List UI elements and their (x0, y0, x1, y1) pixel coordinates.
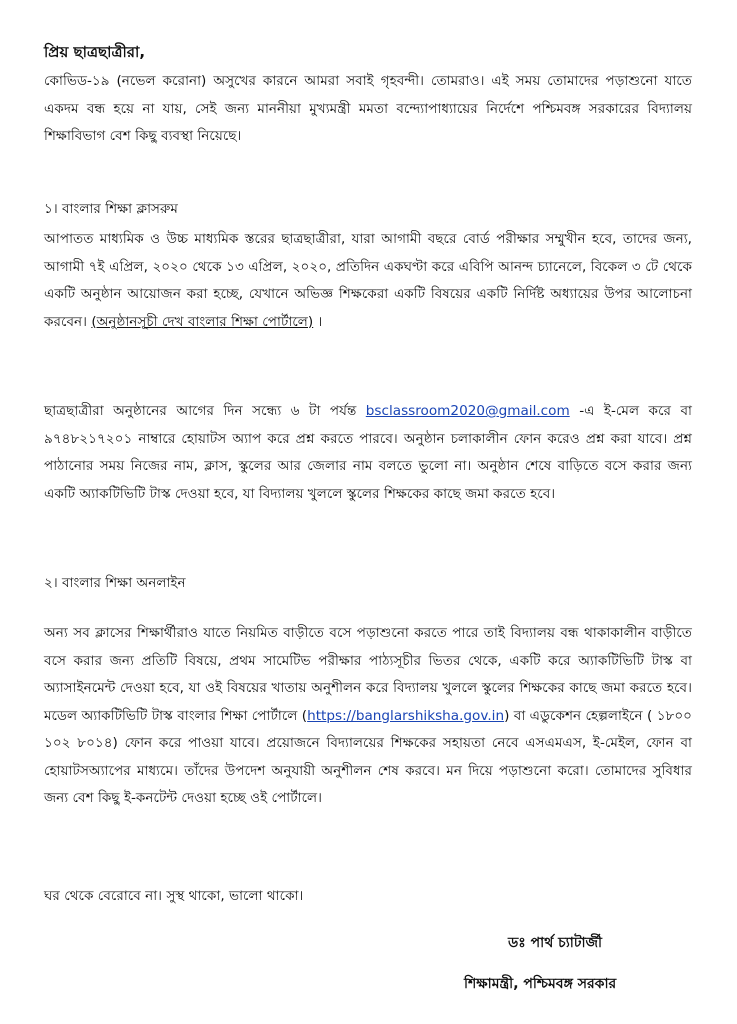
intro-paragraph: কোভিড-১৯ (নভেল করোনা) অসুখের কারনে আমরা সবাই গৃহবন্দী। তোমরাও। এই সময় তোমাদের পড়াশুনো যাতে একদম বন্ধ হয়ে না যায়, সেই জন্য মাননীয়া মুখ্যমন্ত্রী মমতা বন্দ্যোপাধ্যায়ের নির্দেশে পশ্চিমবঙ্গ সরকারের বিদ্যালয় শিক্ষাবিভাগ বেশ কিছু ব্যবস্থা নিয়েছে। (44, 73, 692, 144)
signature-title: শিক্ষামন্ত্রী, পশ্চিমবঙ্গ সরকার (464, 976, 617, 992)
contact-text-before: ছাত্রছাত্রীরা অনুষ্ঠানের আগের দিন সন্ধ্যে ৬ টা পর্যন্ত (44, 403, 366, 419)
portal-link[interactable]: https://banglarshiksha.gov.in (307, 707, 505, 724)
section-1-heading: ১। বাংলার শিক্ষা ক্লাসরুম (44, 201, 178, 217)
section-1-end: । (313, 313, 323, 330)
closing-line: ঘর থেকে বেরোবে না। সুস্থ থাকো, ভালো থাকো। (44, 888, 304, 904)
section-2-text-before: অন্য সব ক্লাসের শিক্ষার্থীরাও যাতে নিয়মিত বাড়ীতে বসে পড়াশুনো করতে পারে তাই বিদ্যালয় বন্ধ থাকাকালীন বাড়ীতে বসে করার জন্য প্রতিটি বিষয়ে, প্রথম সামেটিভ পরীক্ষার পাঠ্যসূচীর ভিতর থেকে, একটি করে অ্যাকটিভিটি টাস্ক বা অ্যাসাইনমেন্ট দেওয়া হবে, যা ওই বিষয়ের খাতায় অনুশীলন করে বিদ্যালয় খুললে স্কুলের শিক্ষকের কাছে জমা করতে হবে। মডেল অ্যাকটিভিটি টাস্ক বাংলার শিক্ষা পোর্টালে ( (44, 625, 692, 724)
contact-text-after: -এ ই-মেল করে বা ৯৭৪৮২১৭২০১ নাম্বারে হোয়াটস অ্যাপ করে প্রশ্ন করতে পারবে। অনুষ্ঠান চলাকালীন ফোন করেও প্রশ্ন করা যাবে। প্রশ্ন পাঠানোর সময় নিজের নাম, ক্লাস, স্কুলের আর জেলার নাম বলতে ভুলো না। অনুষ্ঠান শেষে বাড়িতে বসে করার জন্য একটি অ্যাকটিভিটি টাস্ক দেওয়া হবে, যা বিদ্যালয় খুললে স্কুলের শিক্ষকের কাছে জমা করতে হবে। (44, 403, 692, 502)
email-link[interactable]: bsclassroom2020@gmail.com (365, 403, 570, 419)
section-2-paragraph (44, 620, 692, 813)
section-1-paragraph (44, 226, 692, 336)
letter-greeting: প্রিয় ছাত্রছাত্রীরা, (44, 43, 146, 61)
signature-name: ডঃ পার্থ চ্যাটার্জী (508, 935, 603, 951)
section-2-heading: ২। বাংলার শিক্ষা অনলাইন (44, 575, 186, 591)
schedule-note: (অনুষ্ঠানসূচী দেখ বাংলার শিক্ষা পোর্টালে) (91, 313, 314, 330)
contact-paragraph (44, 398, 692, 508)
section-1-text: আপাতত মাধ্যমিক ও উচ্চ মাধ্যমিক স্তরের ছাত্রছাত্রীরা, যারা আগামী বছরে বোর্ড পরীক্ষার সম্মুখীন হবে, তাদের জন্য, আগামী ৭ই এপ্রিল, ২০২০ থেকে ১৩ এপ্রিল, ২০২০, প্রতিদিন একঘণ্টা করে এবিপি আনন্দ চ্যানেলে, বিকেল ৩ টে থেকে একটি অনুষ্ঠান আয়োজন করা হচ্ছে, যেখানে অভিজ্ঞ শিক্ষকেরা একটি বিষয়ের একটি নির্দিষ্ট অধ্যায়ের উপর আলোচনা করবেন। (44, 231, 692, 330)
section-2-text-after: ) বা এডুকেশন হেল্পলাইনে ( ১৮০০ ১০২ ৮০১৪) ফোন করে পাওয়া যাবে। প্রয়োজনে বিদ্যালয়ের শিক্ষকের সহায়তা নেবে এসএমএস, ই-মেইল, ফোন বা হোয়াটসঅ্যাপের মাধ্যমে। তাঁদের উপদেশ অনুযায়ী অনুশীলন শেষ করবে। মন দিয়ে পড়াশুনো করো। তোমাদের সুবিধার জন্য বেশ কিছু ই-কনটেন্ট দেওয়া হচ্ছে ওই পোর্টালে। (44, 707, 693, 806)
